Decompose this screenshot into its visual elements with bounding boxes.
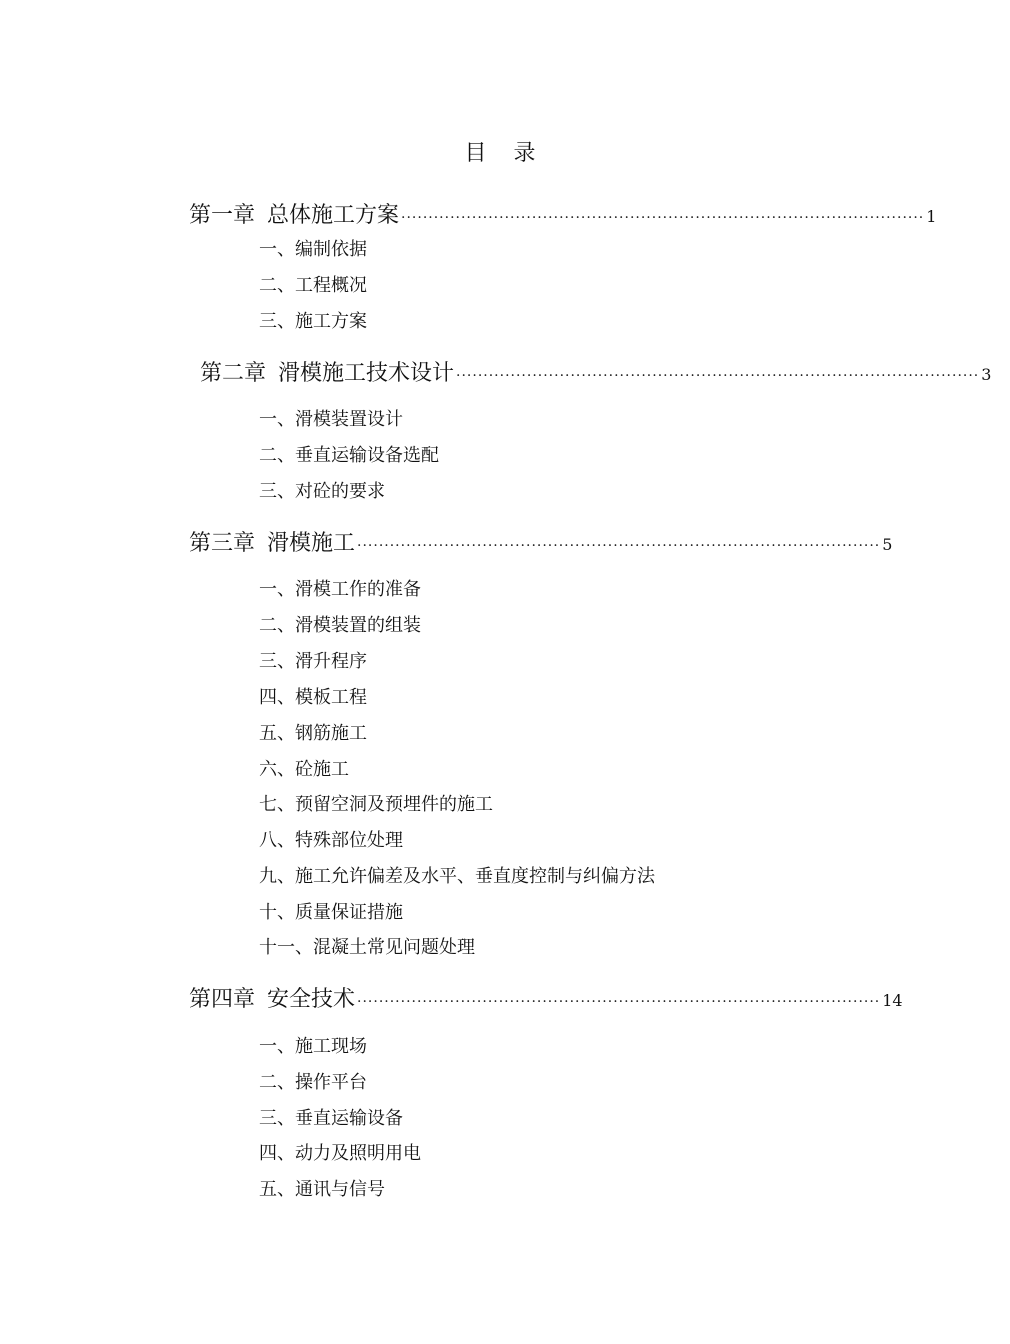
chapter-page-number: 14 bbox=[882, 991, 903, 1010]
toc-section[interactable]: 五、钢筋施工 bbox=[259, 723, 367, 744]
toc-section[interactable]: 十一、混凝土常见问题处理 bbox=[259, 937, 475, 958]
toc-section[interactable]: 二、操作平台 bbox=[259, 1072, 367, 1093]
toc-section[interactable]: 八、特殊部位处理 bbox=[259, 830, 403, 851]
toc-section[interactable]: 一、滑模工作的准备 bbox=[259, 579, 421, 600]
toc-section[interactable]: 二、垂直运输设备选配 bbox=[259, 445, 439, 466]
toc-chapter-4[interactable] bbox=[189, 982, 903, 1012]
toc-section[interactable]: 一、滑模装置设计 bbox=[259, 409, 403, 430]
dot-leader: ································································································ bbox=[456, 368, 980, 384]
toc-section[interactable]: 七、预留空洞及预埋件的施工 bbox=[259, 794, 493, 815]
toc-chapter-1[interactable] bbox=[189, 198, 937, 228]
toc-section[interactable]: 四、动力及照明用电 bbox=[259, 1143, 421, 1164]
chapter-number: 第四章 bbox=[189, 987, 256, 1012]
toc-section[interactable]: 二、工程概况 bbox=[259, 275, 367, 296]
toc-chapter-2[interactable] bbox=[200, 356, 992, 386]
toc-section[interactable]: 三、垂直运输设备 bbox=[259, 1108, 403, 1129]
toc-section[interactable]: 十、质量保证措施 bbox=[259, 902, 403, 923]
dot-leader: ································································································ bbox=[357, 538, 881, 554]
chapter-name: 滑模施工技术设计 bbox=[278, 361, 455, 386]
chapter-page-number: 5 bbox=[882, 535, 893, 554]
chapter-number: 第一章 bbox=[189, 203, 256, 228]
chapter-name: 滑模施工 bbox=[267, 531, 356, 556]
toc-section[interactable]: 一、施工现场 bbox=[259, 1036, 367, 1057]
chapter-name: 安全技术 bbox=[267, 987, 356, 1012]
toc-section[interactable]: 九、施工允许偏差及水平、垂直度控制与纠偏方法 bbox=[259, 866, 655, 887]
toc-section[interactable]: 一、编制依据 bbox=[259, 239, 367, 260]
toc-title: 目 录 bbox=[464, 141, 546, 166]
toc-section[interactable]: 三、对砼的要求 bbox=[259, 481, 385, 502]
chapter-number: 第二章 bbox=[200, 361, 267, 386]
chapter-page-number: 1 bbox=[926, 207, 937, 226]
chapter-name: 总体施工方案 bbox=[267, 203, 400, 228]
toc-section[interactable]: 二、滑模装置的组装 bbox=[259, 615, 421, 636]
toc-section[interactable]: 六、砼施工 bbox=[259, 759, 349, 780]
toc-section[interactable]: 四、模板工程 bbox=[259, 687, 367, 708]
toc-chapter-3[interactable] bbox=[189, 526, 893, 556]
chapter-number: 第三章 bbox=[189, 531, 256, 556]
chapter-page-number: 3 bbox=[981, 365, 992, 384]
toc-section[interactable]: 五、通讯与信号 bbox=[259, 1179, 385, 1200]
toc-section[interactable]: 三、施工方案 bbox=[259, 311, 367, 332]
dot-leader: ································································································ bbox=[357, 994, 881, 1010]
dot-leader: ································································································ bbox=[401, 210, 925, 226]
toc-section[interactable]: 三、滑升程序 bbox=[259, 651, 367, 672]
